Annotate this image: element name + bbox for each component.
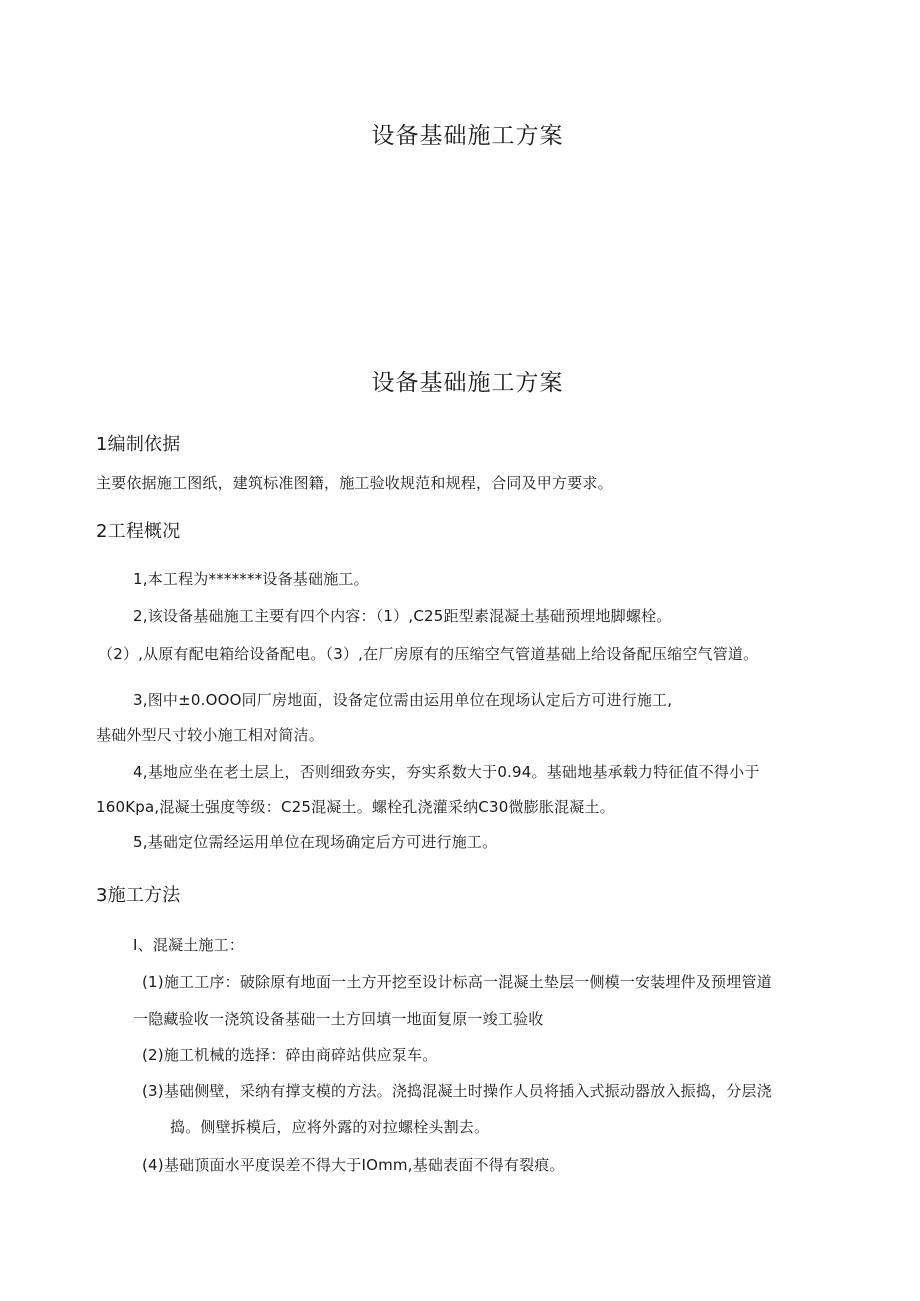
paragraph-line: 一隐藏验收一浇筑设备基础一土方回填一地面复原一竣工验收	[133, 1010, 544, 1028]
paragraph-line: 基础外型尺寸较小施工相对简洁。	[96, 726, 325, 744]
paragraph-line: (4)基础顶面水平度误差不得大于IOmm,基础表面不得有裂痕。	[142, 1156, 565, 1174]
section-heading: 1编制依据	[96, 434, 181, 455]
paragraph-line: (1)施工工序：破除原有地面一土方开挖至设计标高一混凝土垫层一侧模一安装埋件及预埋管道	[142, 973, 772, 991]
paragraph-line: 2,该设备基础施工主要有四个内容：（1）,C25距型素混凝土基础预埋地脚螺栓。	[133, 607, 672, 625]
paragraph-line: 5,基础定位需经运用单位在现场确定后方可进行施工。	[133, 833, 498, 851]
paragraph-line: 4,基地应坐在老土层上，否则细致夯实，夯实系数大于0.94。基础地基承载力特征值不得小于	[133, 763, 760, 781]
section-heading: 2工程概况	[96, 521, 181, 542]
paragraph-line: 1,本工程为*******设备基础施工。	[133, 570, 369, 588]
paragraph-line: 3,图中±0.OOO同厂房地面，设备定位需由运用单位在现场认定后方可进行施工,	[133, 691, 673, 709]
paragraph-line: 160Kpa,混凝土强度等级：C25混凝土。螺栓孔浇灌采纳C30微膨胀混凝土。	[96, 798, 615, 816]
paragraph-line: （2）,从原有配电箱给设备配电。（3）,在厂房原有的压缩空气管道基础上给设备配压缩空气管道。	[98, 645, 759, 663]
section-body: 主要依据施工图纸，建筑标准图籍，施工验收规范和规程，合同及甲方要求。	[96, 474, 613, 492]
paragraph-line: (2)施工机械的选择：碎由商碎站供应泵车。	[142, 1046, 438, 1064]
document-title: 设备基础施工方案	[371, 370, 564, 396]
section-heading: 3施工方法	[96, 885, 181, 906]
paragraph-line: (3)基础侧壁，采纳有撑支模的方法。浇捣混凝土时操作人员将插入式振动器放入振捣，分层浇	[142, 1082, 772, 1100]
paragraph-line: 捣。侧壁拆模后，应将外露的对拉螺栓头割去。	[170, 1118, 490, 1136]
cover-title: 设备基础施工方案	[371, 123, 564, 149]
paragraph-line: I、混凝土施工：	[133, 936, 245, 954]
